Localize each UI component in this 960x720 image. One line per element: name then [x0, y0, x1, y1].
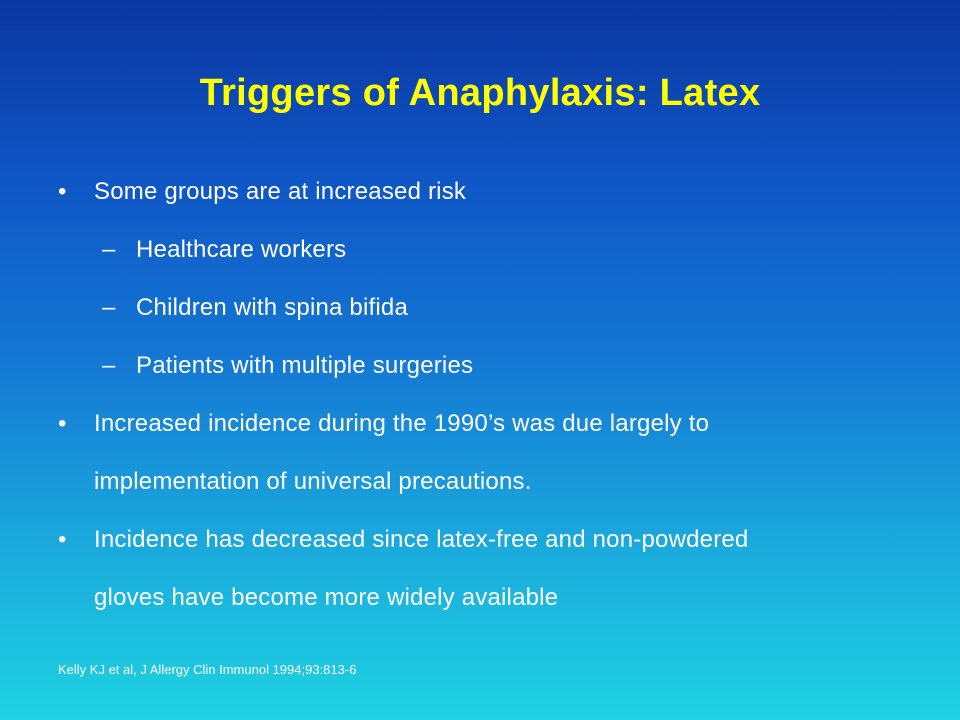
- sub-bullet-text: Healthcare workers: [136, 236, 347, 263]
- bullet-text: implementation of universal precautions.: [94, 468, 532, 495]
- sub-bullet-text: Patients with multiple surgeries: [136, 352, 474, 379]
- dash-marker: –: [102, 236, 116, 263]
- slide-title: Triggers of Anaphylaxis: Latex: [199, 72, 761, 114]
- bullet-text: Some groups are at increased risk: [94, 178, 467, 205]
- dash-marker: –: [102, 294, 116, 321]
- sub-bullet-text: Children with spina bifida: [136, 294, 409, 321]
- bullet-text: Incidence has decreased since latex-free and non-powdered: [94, 526, 749, 553]
- dash-marker: –: [102, 352, 116, 379]
- bullet-marker: •: [58, 178, 67, 205]
- bullet-marker: •: [58, 526, 67, 553]
- bullet-text: gloves have become more widely available: [94, 584, 559, 611]
- bullet-marker: •: [58, 410, 67, 437]
- bullet-text: Increased incidence during the 1990’s was due largely to: [94, 410, 710, 437]
- citation: Kelly KJ et al, J Allergy Clin Immunol 1994;93:813-6: [58, 662, 357, 677]
